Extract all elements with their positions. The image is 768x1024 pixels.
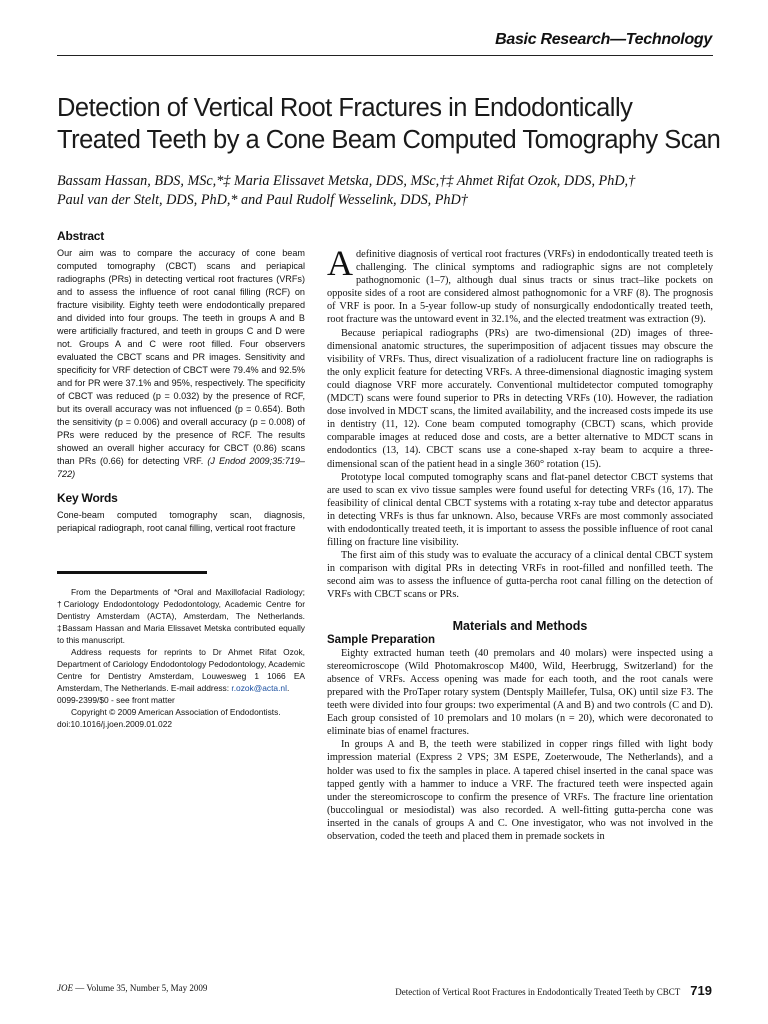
footer-running <box>395 983 712 998</box>
methods-paragraph-2: In groups A and B, the teeth were stabilized in copper rings filled with light body impression material (Express 2 VPS; 3M ESPE, Zoeterwoude, The Netherlands), and a holder was used to fix the samples in place. A tapered chisel inserted in the canal space was tapped gently with a hammer to induce a VRF. The fractured teeth were inspected again under the stereomicroscope to confirm the presence of VRFs. The fracture line orientation (buccolingual or mesiodistal) was also recorded. A well-fitting gutta-percha cone was inserted in the canals of groups A and C. One investigator, who was not involved in the observation, coded the teeth and placed them in premade sockets in <box>327 739 713 843</box>
section-tag: Basic Research—Technology <box>495 31 712 48</box>
intro-paragraph-4: The first aim of this study was to evaluate the accuracy of a clinical dental CBCT system in comparison with digital PRs in detecting VRFs in root-filled and nonfilled teeth. The second aim was to assess the influence of gutta-percha root canal filling on the detection of VRFs with CBCT scans or PRs. <box>327 550 713 601</box>
header-rule <box>57 55 713 56</box>
drop-cap: A <box>327 243 353 283</box>
author-line-1: Bassam Hassan, BDS, MSc,*‡ Maria Elissavet Metska, DDS, MSc,†‡ Ahmet Rifat Ozok, DDS, PhD,† <box>57 173 636 189</box>
sample-prep-heading: Sample Preparation <box>327 633 436 646</box>
title-line-1: Detection of Vertical Root Fractures in Endodontically <box>57 94 633 122</box>
title-line-2: Treated Teeth by a Cone Beam Computed Tomography Scan <box>57 126 721 154</box>
author-list <box>57 172 737 210</box>
keywords-text: Cone-beam computed tomography scan, diagnosis, periapical radiograph, root canal filling, vertical root fracture <box>57 510 305 533</box>
page-number: 719 <box>690 983 712 998</box>
abstract-citation: (J Endod 2009;35:719–722) <box>57 456 305 479</box>
methods-paragraph-1: Eighty extracted human teeth (40 premolars and 40 molars) were inspected using a stereomicroscope (Wild Photomakroscop M400, Wild, Heerbrugg, Switzerland) for the absence of VRFs. Access opening was made for each tooth, and the root canals were prepared with the ProTaper rotary system (Dentsply Maillefer, Tulsa, OK) until size F3. The teeth were divided into four groups: two experimental (A and B) and two controls (C and D). Each group consisted of 10 premolars and 10 molars (n = 20), which were decoronated to eliminate bias of enamel fractures. <box>327 647 713 738</box>
intro-paragraph-1: Adefinitive diagnosis of vertical root fractures (VRFs) in endodontically treated teeth is challenging. The clinical symptoms and radiographic signs are not completely pathognomonic (1–7), although dual sinus tracts or sinus tract–like pockets on opposite sides of a root are considered almost pathognomonic for a VRF (8). The prognosis of VRF is poor. In a 5-year follow-up study of nonsurgically endodontically treated teeth, root fracture was the untoward event in 32.1%, and the elected treatment was extraction (9). <box>327 243 713 326</box>
email-link[interactable]: r.ozok@acta.nl <box>231 683 287 693</box>
keywords-heading: Key Words <box>57 491 118 505</box>
footnotes <box>57 586 305 730</box>
footnote-copyright: Copyright © 2009 American Association of Endodontists. <box>71 707 281 717</box>
intro-paragraph-2: Because periapical radiographs (PRs) are two-dimensional (2D) images of three-dimensional anatomic structures, the superimposition of adjacent tissues may obscure the visibility of VRFs. Thus, direct visualization of a radiolucent fracture line on radiographs is the only explicit feature for detecting VRFs. A three-dimensional diagnostic imaging system could diagnose VRF more accurately. Conventional multidetector computed tomography (MDCT) scans were found superior to PRs in detecting VRFs (10). However, the radiation dose involved in MDCT scans, the limited availability, and the increased costs impede its use in dentistry (11, 12). Cone beam computed tomography (CBCT) scans, which provide comparable images at reduced dose and costs, are a better alternative to MDCT scans in endodontics (13, 14). CBCT scans use a cone-shaped x-ray beam to acquire a three-dimensional scan of the patient head in a single 360° rotation (15). <box>327 327 713 470</box>
footnote-rule <box>57 571 207 574</box>
right-column <box>327 243 713 843</box>
intro-paragraph-3: Prototype local computed tomography scans and flat-panel detector CBCT systems that are used to scan ex vivo tissue samples were found useful for detecting VRFs (16, 17). The feasibility of clinical dental CBCT systems with a rotating x-ray tube and detector apparatus in detecting VRFs is thus far unknown. Also, because VRFs are most commonly associated with endodontically treated teeth, it is important to assess the possible influence of root canal filling on fracture line visibility. <box>327 471 713 549</box>
footnote-address: Address requests for reprints to Dr Ahmet Rifat Ozok, Department of Cariology Endodontology Pedodontology, Academic Centre for Dentistry Amsterdam, Louwesweg 1 1066 EA Amsterdam, The Netherlands. E-mail address: r.ozok@acta.nl. <box>57 647 305 693</box>
running-title: Detection of Vertical Root Fractures in Endodontically Treated Teeth by CBCT <box>395 987 681 997</box>
methods-heading: Materials and Methods <box>452 618 588 633</box>
footer-journal: JOE — Volume 35, Number 5, May 2009 <box>57 983 208 993</box>
article-title <box>57 92 737 156</box>
footnote-doi: doi:10.1016/j.joen.2009.01.022 <box>57 719 173 729</box>
footnote-issn: 0099-2399/$0 - see front matter <box>57 695 175 705</box>
abstract-text: Our aim was to compare the accuracy of cone beam computed tomography (CBCT) scans and periapical radiographs (PRs) in detecting vertical root fractures (VRFs) and to assess the influence of root canal filling (RCF) on fracture visibility. Eighty teeth were endodontically prepared and divided into four groups. The teeth in groups A and B were artificially fractured, and teeth in groups C and D were not. Groups A and C were root filled. Four observers evaluated the CBCT scans and PR images. Sensitivity and specificity for VRF detection of CBCT were 79.4% and 92.5% and for PR were 37.1% and 95%, respectively. The specificity of CBCT was reduced (p = 0.032) by the presence of RCF, but its overall accuracy was not influenced (p = 0.654). Both the sensitivity (p = 0.006) and overall accuracy (p = 0.008) of PRs were reduced by the presence of RCF. The results showed an overall higher accuracy for CBCT (0.86) scans than PRs (0.66) for detecting VRF. (J Endod 2009;35:719–722) <box>57 248 305 479</box>
abstract-heading: Abstract <box>57 229 105 243</box>
footnote-affiliations: From the Departments of *Oral and Maxillofacial Radiology; †Cariology Endodontology Pedodontology, Academic Centre for Dentistry Amsterdam (ACTA), Amsterdam, The Netherlands. ‡Bassam Hassan and Maria Elissavet Metska contributed equally to this manuscript. <box>57 587 305 645</box>
left-column <box>57 230 305 730</box>
author-line-2: Paul van der Stelt, DDS, PhD,* and Paul Rudolf Wesselink, DDS, PhD† <box>57 192 468 208</box>
